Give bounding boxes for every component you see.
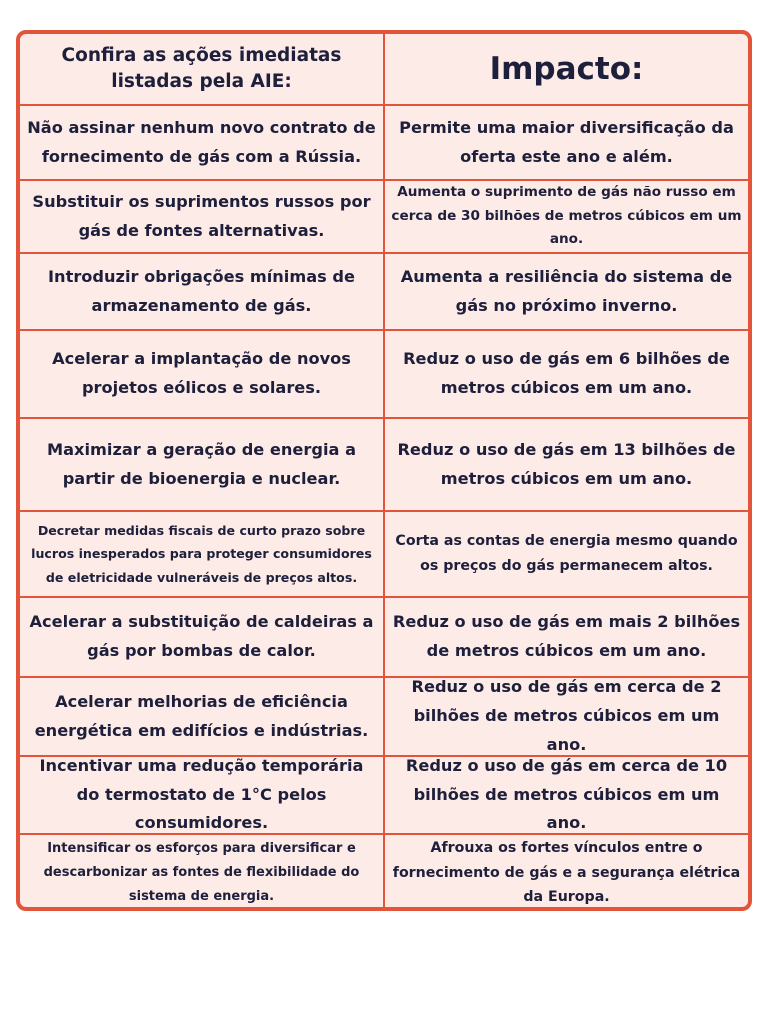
- impact-cell: Afrouxa os fortes vínculos entre o fornecimento de gás e a segurança elétrica da Europa.: [392, 839, 741, 906]
- action-cell: Acelerar a substituição de caldeiras a gás por bombas de calor.: [20, 598, 385, 678]
- header-actions: Confira as ações imediatas listadas pela AIE:: [20, 34, 385, 106]
- action-cell: Decretar medidas fiscais de curto prazo sobre lucros inesperados para proteger consumidores de eletricidade vulneráveis de preços altos.: [20, 512, 385, 598]
- impact-cell: Reduz o uso de gás em mais 2 bilhões de metros cúbicos em um ano.: [385, 598, 748, 678]
- impact-cell: Aumenta a resiliência do sistema de gás no próximo inverno.: [385, 254, 748, 331]
- action-cell: Introduzir obrigações mínimas de armazenamento de gás.: [20, 254, 385, 331]
- impact-cell: Reduz o uso de gás em 6 bilhões de metros cúbicos em um ano.: [385, 331, 748, 419]
- action-cell: Acelerar melhorias de eficiência energética em edifícios e indústrias.: [20, 678, 385, 757]
- action-cell: Incentivar uma redução temporária do termostato de 1°C pelos consumidores.: [20, 757, 385, 835]
- impact-cell: Corta as contas de energia mesmo quando os preços do gás permanecem altos.: [385, 512, 748, 598]
- action-cell: Não assinar nenhum novo contrato de fornecimento de gás com a Rússia.: [20, 106, 385, 181]
- action-cell: Acelerar a implantação de novos projetos eólicos e solares.: [20, 331, 385, 419]
- actions-impact-table: [16, 30, 752, 911]
- impact-cell: Reduz o uso de gás em 13 bilhões de metros cúbicos em um ano.: [385, 419, 748, 512]
- action-cell: Substituir os suprimentos russos por gás de fontes alternativas.: [20, 181, 385, 254]
- impact-cell: Permite uma maior diversificação da oferta este ano e além.: [385, 106, 748, 181]
- action-cell: Intensificar os esforços para diversificar e descarbonizar as fontes de flexibilidade do sistema de energia.: [20, 835, 385, 911]
- impact-cell: Reduz o uso de gás em cerca de 10 bilhões de metros cúbicos em um ano.: [385, 757, 748, 835]
- header-impact: Impacto:: [385, 34, 748, 106]
- impact-cell: Reduz o uso de gás em cerca de 2 bilhões de metros cúbicos em um ano.: [385, 678, 748, 757]
- action-cell: Maximizar a geração de energia a partir de bioenergia e nuclear.: [20, 419, 385, 512]
- impact-cell: Aumenta o suprimento de gás não russo em cerca de 30 bilhões de metros cúbicos em um ano.: [385, 181, 748, 254]
